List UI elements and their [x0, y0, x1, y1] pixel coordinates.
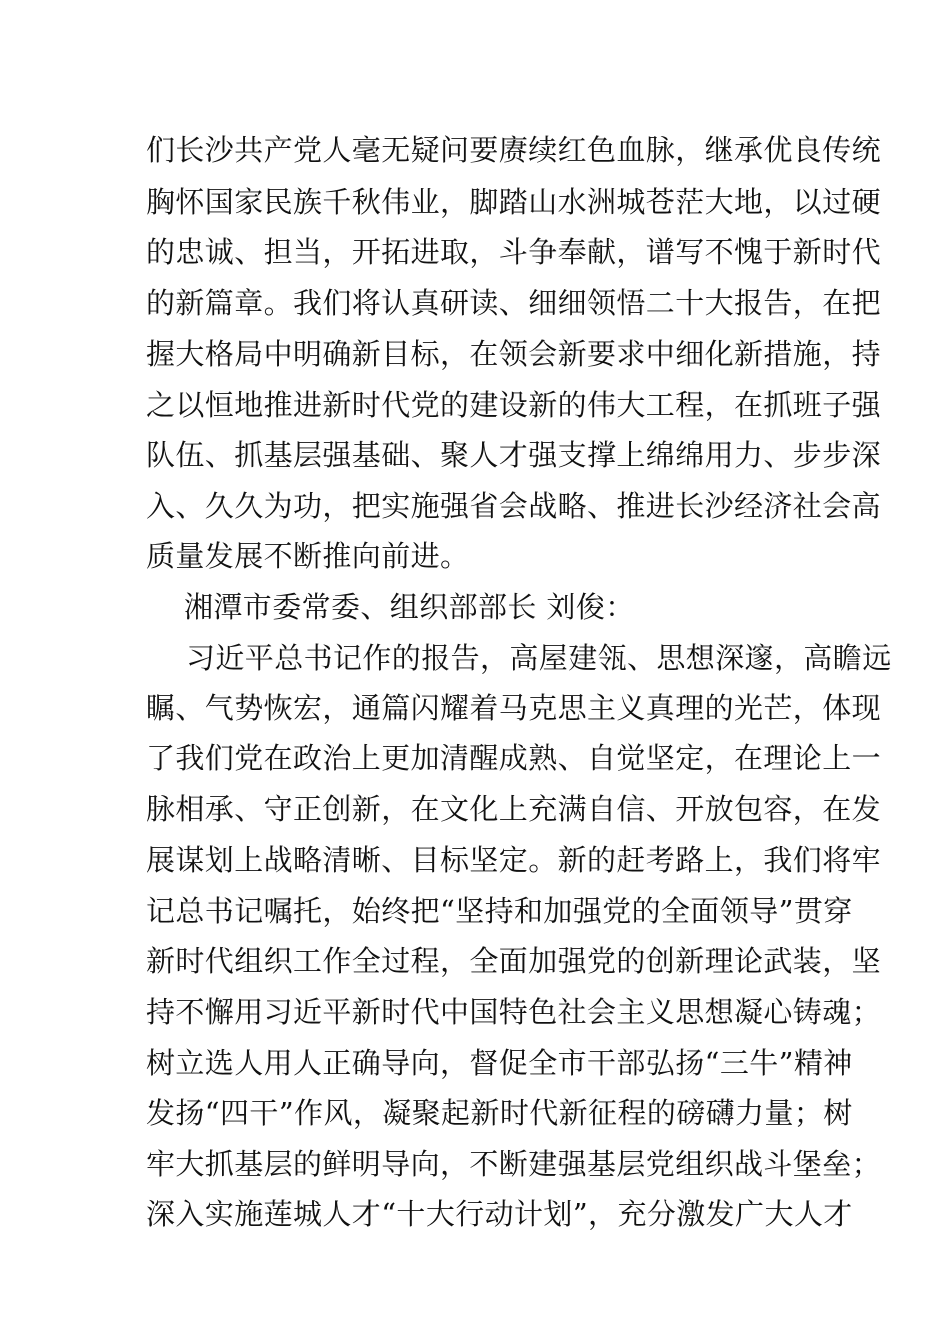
- text-line: 发扬“四干”作风，凝聚起新时代新征程的磅礴力量；树: [146, 1096, 853, 1130]
- text-line: 胸怀国家民族千秋伟业，脚踏山水洲城苍茫大地，以过硬: [146, 185, 882, 219]
- text-line: 们长沙共产党人毫无疑问要赓续红色血脉，继承优良传统: [146, 133, 882, 167]
- text-line: 持不懈用习近平新时代中国特色社会主义思想凝心铸魂；: [146, 995, 882, 1029]
- speaker-heading: 湘潭市委常委、组织部部长 刘俊：: [184, 590, 635, 624]
- text-line: 入、久久为功，把实施强省会战略、推进长沙经济社会高: [146, 489, 882, 523]
- text-line: 了我们党在政治上更加清醒成熟、自觉坚定，在理论上一: [146, 741, 882, 775]
- text-line: 的新篇章。我们将认真研读、细细领悟二十大报告，在把: [146, 286, 882, 320]
- text-line: 之以恒地推进新时代党的建设新的伟大工程，在抓班子强: [146, 388, 882, 422]
- text-line: 握大格局中明确新目标，在领会新要求中细化新措施，持: [146, 337, 882, 371]
- text-line: 习近平总书记作的报告，高屋建瓴、思想深邃，高瞻远: [186, 641, 892, 675]
- text-line: 展谋划上战略清晰、目标坚定。新的赶考路上，我们将牢: [146, 843, 882, 877]
- text-line: 牢大抓基层的鲜明导向，不断建强基层党组织战斗堡垒；: [146, 1147, 882, 1181]
- text-line: 树立选人用人正确导向，督促全市干部弘扬“三牛”精神: [146, 1046, 853, 1080]
- text-line: 脉相承、守正创新，在文化上充满自信、开放包容，在发: [146, 792, 882, 826]
- text-line: 队伍、抓基层强基础、聚人才强支撑上绵绵用力、步步深: [146, 438, 882, 472]
- text-line: 质量发展不断推向前进。: [146, 539, 470, 573]
- text-line: 新时代组织工作全过程，全面加强党的创新理论武装，坚: [146, 944, 882, 978]
- text-line: 的忠诚、担当，开拓进取，斗争奉献，谱写不愧于新时代: [146, 235, 882, 269]
- text-line: 记总书记嘱托，始终把“坚持和加强党的全面领导”贯穿: [146, 894, 853, 928]
- text-line: 深入实施莲城人才“十大行动计划”，充分激发广大人才: [146, 1197, 853, 1231]
- text-line: 瞩、气势恢宏，通篇闪耀着马克思主义真理的光芒，体现: [146, 691, 882, 725]
